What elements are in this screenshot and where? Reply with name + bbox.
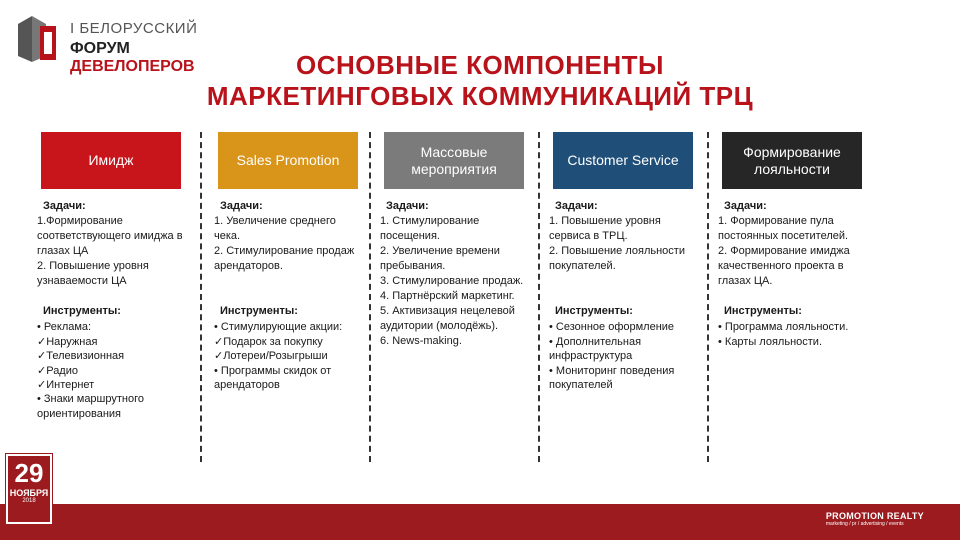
tool-item: • Программы скидок от арендаторов — [214, 364, 335, 392]
date-badge — [6, 454, 52, 524]
tasks-block: Задачи: 1. Формирование пула постоянных посетителей. 2. Формирование имиджа качественного проекта в глазах ЦА. — [718, 199, 866, 289]
tool-item: • Знаки маршрутного ориентирования — [37, 393, 148, 420]
brand-logo — [826, 511, 924, 527]
column-divider — [707, 132, 709, 462]
column-image — [37, 132, 186, 420]
logo-text-line1: I БЕЛОРУССКИЙ — [70, 20, 198, 37]
column-header: Формирование лояльности — [722, 132, 862, 189]
brand-name: PROMOTION REALTY — [825, 511, 924, 521]
tool-item: ✓Наружная — [37, 335, 98, 348]
tool-item: • Реклама: — [37, 321, 92, 334]
tools-block: Инструменты: • Сезонное оформление • Дополнительная инфраструктура • Мониторинг поведения покупателей — [549, 304, 697, 392]
tool-item: • Программа лояльности. — [718, 321, 849, 334]
tools-block: Инструменты: • Программа лояльности. • Карты лояльности. — [718, 304, 866, 349]
task-item: 2. Повышение уровня узнаваемости ЦА — [37, 260, 152, 287]
logo-text-line2: ФОРУМ ДЕВЕЛОПЕРОВ — [70, 40, 195, 75]
tool-item: ✓Интернет — [37, 379, 95, 392]
column-loyalty — [718, 132, 862, 348]
date-year: 2018 — [22, 498, 36, 504]
tool-item: • Стимулирующие акции: — [214, 321, 343, 334]
column-divider — [538, 132, 540, 462]
tasks-block: Задачи: 1. Повышение уровня сервиса в ТРЦ. 2. Повышение лояльности покупателей. — [549, 199, 697, 274]
title-line1: ОСНОВНЫЕ КОМПОНЕНТЫ — [296, 50, 664, 80]
task-item: 3. Стимулирование продаж. — [380, 275, 524, 287]
task-item: 1. Формирование пула постоянных посетителей. — [718, 215, 849, 242]
task-item: 6. News-making. — [380, 335, 462, 347]
task-item: 2. Формирование имиджа качественного проекта в глазах ЦА. — [718, 245, 853, 287]
tool-item: • Сезонное оформление — [549, 321, 675, 334]
tool-item: ✓Подарок за покупку — [214, 335, 323, 348]
task-item: 1. Повышение уровня сервиса в ТРЦ. — [549, 215, 664, 242]
date-month: НОЯБРЯ — [9, 488, 49, 498]
column-mass-events — [380, 132, 524, 347]
date-day: 29 — [14, 458, 44, 488]
task-item: 5. Активизация нецелевой аудитории (молодёжь). — [380, 305, 518, 332]
slide-title — [0, 50, 960, 112]
column-header: Customer Service — [553, 132, 693, 189]
task-item: 2. Увеличение времени пребывания. — [380, 245, 503, 272]
tasks-block: Задачи: 1. Стимулирование посещения. 2. Увеличение времени пребывания. 3. Стимулирование продаж. 4. Партнёрский маркетинг. 5. Активизация нецелевой аудитории (молодёжь). 6. News-making. — [380, 199, 528, 349]
brand-tagline: marketing / pr / advertising / events — [825, 521, 904, 527]
tasks-block: Задачи: 1.Формирование соответствующего имиджа в глазах ЦА 2. Повышение уровня узнаваемости ЦА — [37, 200, 186, 287]
tool-item: ✓Лотереи/Розыгрыши — [214, 350, 328, 363]
task-item: 1.Формирование соответствующего имиджа в глазах ЦА — [37, 215, 186, 257]
column-header: Массовые мероприятия — [384, 132, 524, 189]
column-divider — [369, 132, 371, 462]
column-sales-promotion — [214, 132, 358, 392]
title-line2: МАРКЕТИНГОВЫХ КОММУНИКАЦИЙ ТРЦ — [206, 81, 754, 111]
tool-item: ✓Телевизионная — [37, 350, 125, 363]
tool-item: • Карты лояльности. — [718, 335, 823, 348]
task-item: 1. Увеличение среднего чека. — [214, 215, 339, 242]
tasks-block: Задачи: 1. Увеличение среднего чека. 2. Стимулирование продаж арендаторов. — [214, 199, 362, 274]
task-item: 4. Партнёрский маркетинг. — [380, 290, 515, 302]
footer-bar — [0, 504, 960, 540]
task-item: 2. Стимулирование продаж арендаторов. — [214, 245, 358, 272]
task-item: 1. Стимулирование посещения. — [380, 215, 483, 242]
tool-item: • Дополнительная инфраструктура — [549, 335, 645, 363]
tools-block: Инструменты: • Реклама: ✓Наружная ✓Телевизионная ✓Радио ✓Интернет • Знаки маршрутного ориентирования — [37, 304, 185, 421]
column-divider — [200, 132, 202, 462]
column-header: Имидж — [41, 132, 181, 189]
tool-item: • Мониторинг поведения покупателей — [549, 364, 678, 392]
tools-block: Инструменты: • Стимулирующие акции: ✓Подарок за покупку ✓Лотереи/Розыгрыши • Программы скидок от арендаторов — [214, 304, 362, 392]
column-customer-service — [549, 132, 693, 392]
column-header: Sales Promotion — [218, 132, 358, 189]
task-item: 2. Повышение лояльности покупателей. — [549, 245, 689, 272]
tool-item: ✓Радио — [37, 364, 78, 377]
